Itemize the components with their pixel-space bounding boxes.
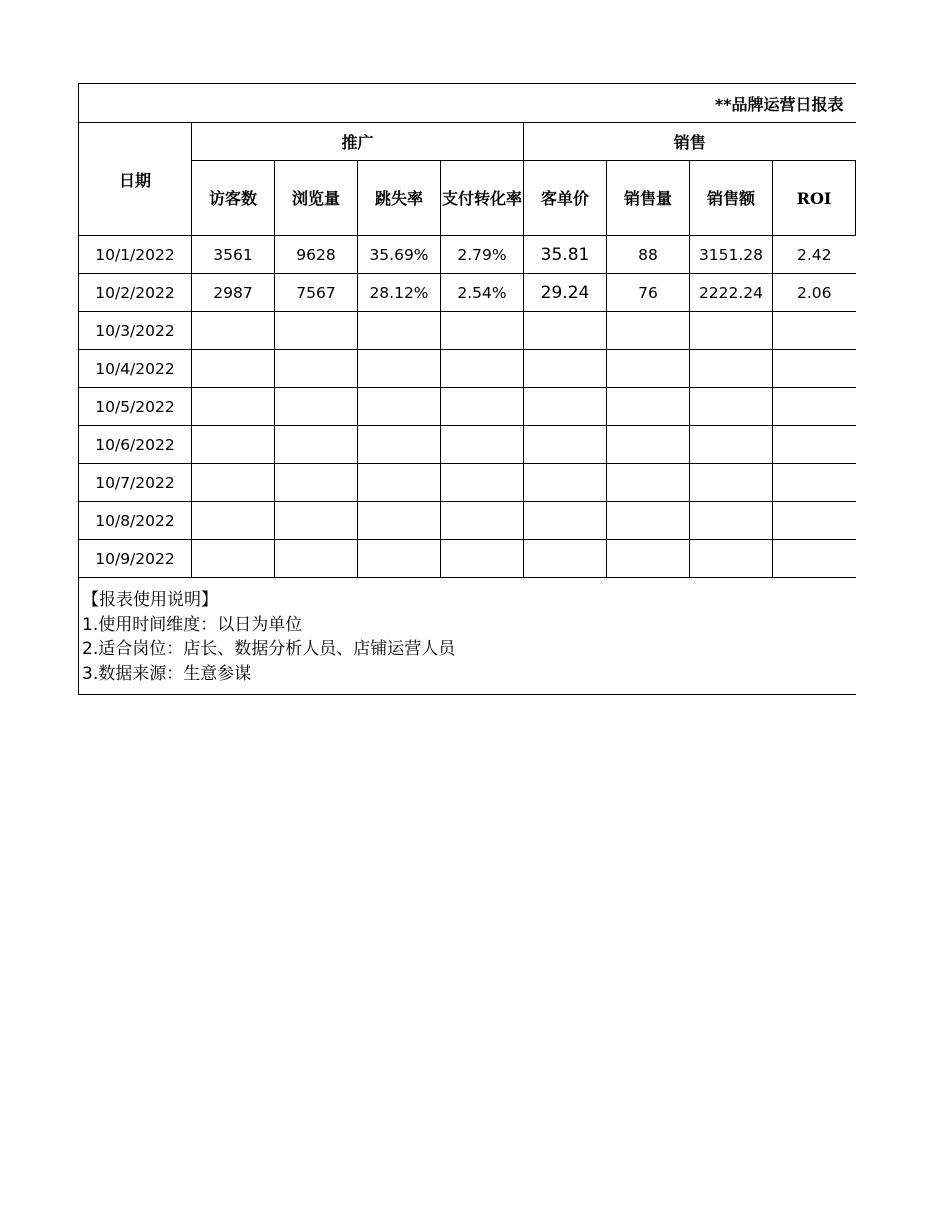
table-row: [79, 236, 856, 274]
sales-amount-cell[interactable]: [690, 426, 773, 464]
conversion-rate-header[interactable]: 支付转化率: [441, 161, 524, 236]
table-row: [79, 312, 856, 350]
conversion-rate-cell[interactable]: [441, 388, 524, 426]
avg-order-value-cell[interactable]: [524, 464, 607, 502]
conversion-rate-cell[interactable]: 2.54%: [441, 274, 524, 312]
sales-volume-cell[interactable]: [607, 312, 690, 350]
date-cell[interactable]: 10/3/2022: [79, 312, 192, 350]
promotion-group-header[interactable]: 推广: [192, 123, 524, 161]
sales-amount-cell[interactable]: [690, 350, 773, 388]
avg-order-value-cell[interactable]: 35.81: [524, 236, 607, 274]
conversion-rate-cell[interactable]: [441, 426, 524, 464]
pageviews-cell[interactable]: [275, 312, 358, 350]
pageviews-cell[interactable]: 7567: [275, 274, 358, 312]
visitors-cell[interactable]: [192, 350, 275, 388]
visitors-cell[interactable]: [192, 388, 275, 426]
table-row: [79, 274, 856, 312]
avg-order-value-cell[interactable]: [524, 426, 607, 464]
notes-heading: 【报表使用说明】: [82, 590, 218, 610]
sales-volume-cell[interactable]: [607, 540, 690, 578]
pageviews-cell[interactable]: [275, 388, 358, 426]
pageviews-header[interactable]: 浏览量: [275, 161, 358, 236]
bounce-rate-cell[interactable]: [358, 502, 441, 540]
date-cell[interactable]: 10/2/2022: [79, 274, 192, 312]
sales-amount-cell[interactable]: 2222.24: [690, 274, 773, 312]
pageviews-cell[interactable]: [275, 350, 358, 388]
sales-volume-cell[interactable]: 76: [607, 274, 690, 312]
roi-cell[interactable]: [773, 540, 856, 578]
avg-order-value-cell[interactable]: [524, 312, 607, 350]
visitors-cell[interactable]: 2987: [192, 274, 275, 312]
pageviews-cell[interactable]: [275, 464, 358, 502]
date-cell[interactable]: 10/7/2022: [79, 464, 192, 502]
roi-cell[interactable]: [773, 312, 856, 350]
report-title[interactable]: **品牌运营日报表: [79, 84, 856, 123]
conversion-rate-cell[interactable]: [441, 464, 524, 502]
pageviews-cell[interactable]: [275, 540, 358, 578]
sales-volume-cell[interactable]: [607, 350, 690, 388]
table-row: [79, 502, 856, 540]
roi-cell[interactable]: [773, 502, 856, 540]
note-time-dimension: 1.使用时间维度：以日为单位: [82, 614, 303, 635]
date-cell[interactable]: 10/5/2022: [79, 388, 192, 426]
note-target-roles: 2.适合岗位：店长、数据分析人员、店铺运营人员: [82, 639, 456, 659]
conversion-rate-cell[interactable]: [441, 350, 524, 388]
roi-cell[interactable]: [773, 464, 856, 502]
group-header-row: [79, 123, 856, 161]
roi-cell[interactable]: [773, 350, 856, 388]
avg-order-value-cell[interactable]: [524, 540, 607, 578]
table-row: [79, 388, 856, 426]
sales-amount-cell[interactable]: [690, 540, 773, 578]
bounce-rate-cell[interactable]: [358, 388, 441, 426]
daily-report-table: [78, 83, 856, 695]
sales-amount-cell[interactable]: [690, 312, 773, 350]
sales-amount-cell[interactable]: [690, 464, 773, 502]
conversion-rate-cell[interactable]: [441, 502, 524, 540]
conversion-rate-cell[interactable]: [441, 312, 524, 350]
bounce-rate-cell[interactable]: [358, 540, 441, 578]
conversion-rate-cell[interactable]: 2.79%: [441, 236, 524, 274]
bounce-rate-cell[interactable]: 28.12%: [358, 274, 441, 312]
conversion-rate-cell[interactable]: [441, 540, 524, 578]
bounce-rate-cell[interactable]: [358, 426, 441, 464]
table-row: [79, 350, 856, 388]
table-row: [79, 426, 856, 464]
pageviews-cell[interactable]: [275, 426, 358, 464]
sales-volume-cell[interactable]: [607, 426, 690, 464]
date-cell[interactable]: 10/1/2022: [79, 236, 192, 274]
roi-cell[interactable]: [773, 426, 856, 464]
avg-order-value-cell[interactable]: [524, 502, 607, 540]
bounce-rate-cell[interactable]: [358, 464, 441, 502]
bounce-rate-cell[interactable]: [358, 312, 441, 350]
visitors-cell[interactable]: [192, 540, 275, 578]
table-row: [79, 540, 856, 578]
date-column-header[interactable]: 日期: [79, 123, 192, 236]
avg-order-value-header[interactable]: 客单价: [524, 161, 607, 236]
sales-volume-cell[interactable]: [607, 464, 690, 502]
visitors-header[interactable]: 访客数: [192, 161, 275, 236]
notes-row: [79, 578, 856, 695]
date-cell[interactable]: 10/4/2022: [79, 350, 192, 388]
avg-order-value-cell[interactable]: [524, 388, 607, 426]
avg-order-value-cell[interactable]: 29.24: [524, 274, 607, 312]
sales-amount-header[interactable]: 销售额: [690, 161, 773, 236]
pageviews-cell[interactable]: 9628: [275, 236, 358, 274]
date-cell[interactable]: 10/9/2022: [79, 540, 192, 578]
bounce-rate-cell[interactable]: [358, 350, 441, 388]
title-row: [79, 84, 856, 123]
note-data-source: 3.数据来源：生意参谋: [82, 663, 252, 684]
sales-group-header[interactable]: 销售: [524, 123, 856, 161]
sales-volume-header[interactable]: 销售量: [607, 161, 690, 236]
report-notes[interactable]: [79, 578, 856, 695]
sales-amount-cell[interactable]: 3151.28: [690, 236, 773, 274]
avg-order-value-cell[interactable]: [524, 350, 607, 388]
roi-cell[interactable]: 2.06: [773, 274, 856, 312]
table-row: [79, 464, 856, 502]
roi-header[interactable]: ROI: [773, 161, 856, 236]
visitors-cell[interactable]: 3561: [192, 236, 275, 274]
bounce-rate-header[interactable]: 跳失率: [358, 161, 441, 236]
visitors-cell[interactable]: [192, 312, 275, 350]
roi-cell[interactable]: [773, 388, 856, 426]
column-header-row: [79, 161, 856, 236]
bounce-rate-cell[interactable]: 35.69%: [358, 236, 441, 274]
visitors-cell[interactable]: [192, 426, 275, 464]
pageviews-cell[interactable]: [275, 502, 358, 540]
sales-volume-cell[interactable]: [607, 502, 690, 540]
roi-cell[interactable]: 2.42: [773, 236, 856, 274]
sales-volume-cell[interactable]: 88: [607, 236, 690, 274]
sales-amount-cell[interactable]: [690, 502, 773, 540]
visitors-cell[interactable]: [192, 502, 275, 540]
date-cell[interactable]: 10/6/2022: [79, 426, 192, 464]
date-cell[interactable]: 10/8/2022: [79, 502, 192, 540]
visitors-cell[interactable]: [192, 464, 275, 502]
sales-volume-cell[interactable]: [607, 388, 690, 426]
sales-amount-cell[interactable]: [690, 388, 773, 426]
